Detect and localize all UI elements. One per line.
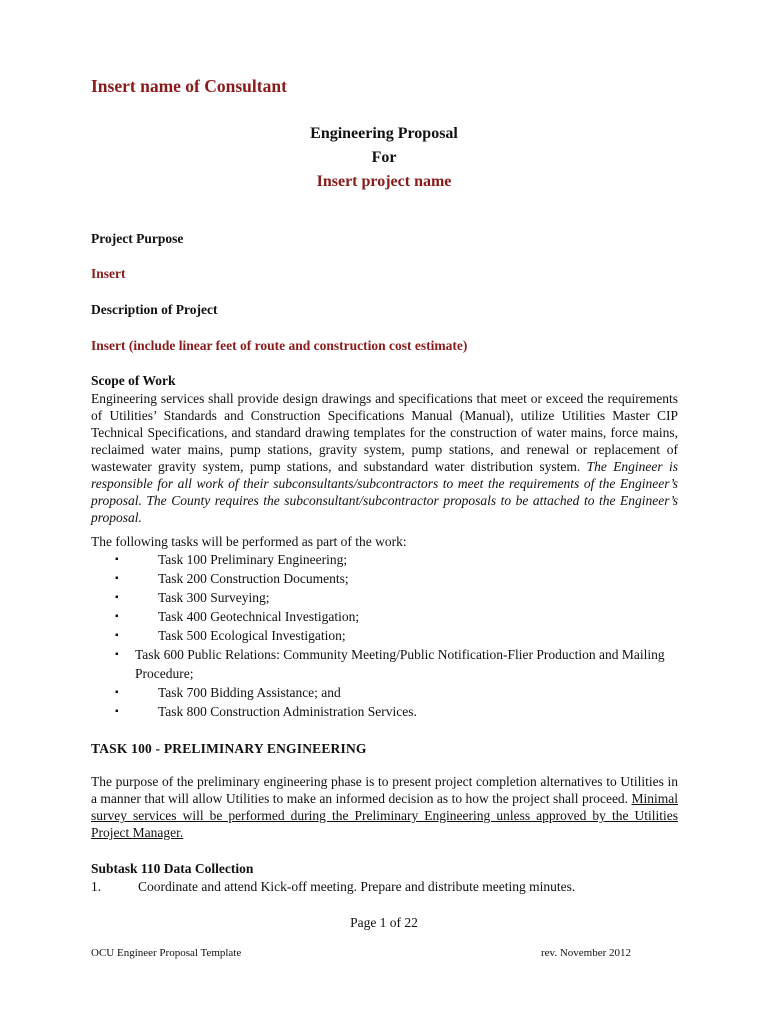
item-text: Coordinate and attend Kick-off meeting. Prepare and distribute meeting minutes. <box>138 879 576 894</box>
task-100-underlined-text: Minimal survey services will be performed during the Preliminary Engineering unless approved by the Utilities Project Manager. <box>91 791 678 840</box>
scope-paragraph <box>91 390 678 526</box>
project-purpose-value: Insert <box>91 266 126 281</box>
list-item: ▪ Task 700 Bidding Assistance; and <box>115 685 341 700</box>
page-number: Page 1 of 22 <box>350 915 418 930</box>
task-100-heading: TASK 100 - PRELIMINARY ENGINEERING <box>91 741 367 756</box>
bullet-icon: ▪ <box>115 687 119 698</box>
list-item: ▪ Task 200 Construction Documents; <box>115 571 349 586</box>
subtask-110-heading: Subtask 110 Data Collection <box>91 861 254 876</box>
project-purpose-heading: Project Purpose <box>91 231 184 246</box>
list-item: ▪ Task 500 Ecological Investigation; <box>115 628 346 643</box>
scope-text: Engineering services shall provide design drawings and specifications that meet or exceed the requirements of Utilities’ Standards and Construction Specifications Manual (Manual), utilize Utilities Master CIP Technical Specifications, and standard drawing templates for the construction of water mains, force mains, reclaimed water mains, pump stations, gravity system, pump stations, and renewal or replacement of wastewater gravity system, pump stations, and substandard water distribution system. <box>91 391 678 474</box>
tasks-intro: The following tasks will be performed as part of the work: <box>91 534 407 549</box>
list-item: ▪ Task 800 Construction Administration Services. <box>115 704 417 719</box>
scope-italic-text: The Engineer is responsible for all work of their subconsultants/subcontractors to meet the requirements of the Engineer’s proposal. The County requires the subconsultant/subcontractor proposals to be attached to the Engineer’s proposal. <box>91 459 679 525</box>
bullet-icon: ▪ <box>115 649 119 660</box>
project-name: Insert project name <box>316 173 452 190</box>
title-line-1: Engineering Proposal <box>310 125 458 142</box>
bullet-icon: ▪ <box>115 611 119 622</box>
description-value: Insert (include linear feet of route and construction cost estimate) <box>91 338 468 353</box>
title-line-2: For <box>371 149 397 166</box>
description-heading: Description of Project <box>91 302 218 317</box>
item-number: 1. <box>91 879 102 894</box>
list-item: ▪ Task 100 Preliminary Engineering; <box>115 552 348 567</box>
list-item: ▪ Task 300 Surveying; <box>115 590 270 605</box>
consultant-name: Insert name of Consultant <box>91 76 287 96</box>
bullet-icon: ▪ <box>115 554 119 565</box>
footer-left: OCU Engineer Proposal Template <box>91 947 242 959</box>
task-100-paragraph <box>91 773 678 841</box>
footer-right: rev. November 2012 <box>541 947 632 959</box>
list-item: ▪ Task 400 Geotechnical Investigation; <box>115 609 360 624</box>
task-list <box>91 550 681 721</box>
list-item: ▪ Task 600 Public Relations: Community Meeting/Public Notification-Flier Production and Mailing Procedure; <box>115 647 665 681</box>
bullet-icon: ▪ <box>115 706 119 717</box>
scope-heading: Scope of Work <box>91 373 176 388</box>
task-100-text: The purpose of the preliminary engineering phase is to present project completion alternatives to Utilities in a manner that will allow Utilities to make an informed decision as to how the project shall proceed. <box>91 774 678 806</box>
bullet-icon: ▪ <box>115 592 119 603</box>
bullet-icon: ▪ <box>115 630 119 641</box>
bullet-icon: ▪ <box>115 573 119 584</box>
